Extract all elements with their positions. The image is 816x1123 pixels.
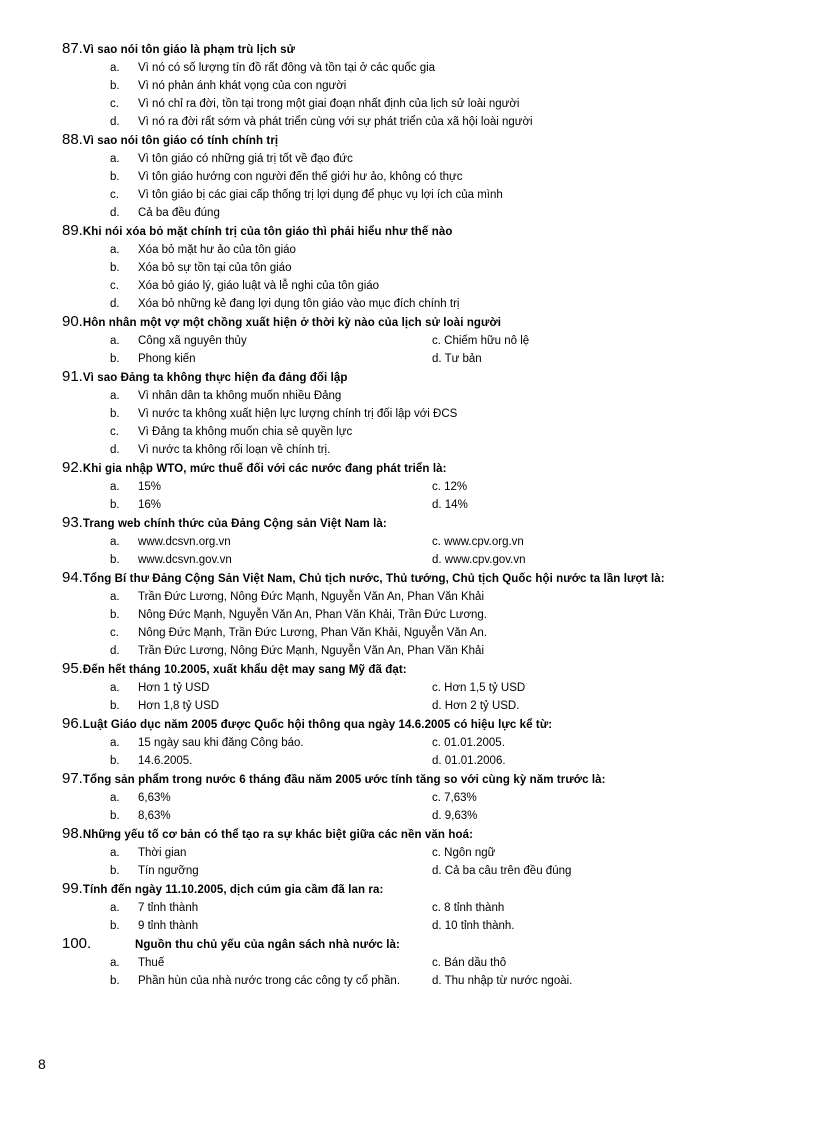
question-text: Vì sao nói tôn giáo là phạm trù lịch sử — [82, 44, 296, 56]
answer-option — [62, 59, 782, 77]
option-text: Cả ba đều đúng — [138, 207, 220, 219]
question-number: 100. — [62, 935, 92, 952]
answer-option — [62, 150, 782, 168]
answer-option — [62, 405, 782, 423]
option-letter: b. — [110, 700, 120, 712]
question-number: 98. — [62, 825, 83, 842]
answer-option — [62, 499, 432, 511]
answer-option: c. 8 tỉnh thành — [432, 902, 505, 914]
option-letter: c. — [110, 280, 119, 292]
question — [62, 660, 782, 715]
answer-option — [62, 387, 782, 405]
answer-option-row — [62, 350, 782, 368]
answer-option: d. Tư bản — [432, 353, 482, 365]
option-letter: b. — [110, 499, 120, 511]
answer-option — [62, 186, 782, 204]
question-number: 96. — [62, 715, 83, 732]
answer-option — [62, 441, 782, 459]
answer-option — [62, 737, 432, 749]
answer-option — [62, 536, 432, 548]
option-letter: b. — [110, 609, 120, 621]
question-header — [62, 825, 782, 844]
answer-option: c. 12% — [432, 481, 468, 493]
answer-option — [62, 554, 432, 566]
option-text: Hơn 1 tỷ USD — [138, 682, 210, 694]
answer-option — [62, 259, 782, 277]
answer-option — [62, 353, 432, 365]
answer-option: c. Chiếm hữu nô lệ — [432, 335, 530, 347]
answer-option-row — [62, 862, 782, 880]
option-text: Xóa bỏ mặt hư ảo của tôn giáo — [138, 244, 296, 256]
question — [62, 40, 782, 131]
question-header — [62, 40, 782, 59]
answer-option — [62, 700, 432, 712]
option-letter: a. — [110, 847, 120, 859]
option-text: 14.6.2005. — [138, 755, 193, 767]
option-text: Xóa bỏ những kẻ đang lợi dụng tôn giáo vào mục đích chính trị — [138, 298, 460, 310]
option-text: Trần Đức Lương, Nông Đức Mạnh, Nguyễn Văn An, Phan Văn Khải — [138, 591, 485, 603]
answer-option: d. Cả ba câu trên đều đúng — [432, 865, 572, 877]
answer-option: d. 01.01.2006. — [432, 755, 506, 767]
answer-option-row — [62, 496, 782, 514]
question-text: Đến hết tháng 10.2005, xuất khẩu dệt may sang Mỹ đã đạt: — [82, 664, 407, 676]
option-letter: a. — [110, 244, 120, 256]
answer-option — [62, 295, 782, 313]
question-header — [62, 459, 782, 478]
option-letter: a. — [110, 591, 120, 603]
question-header — [62, 569, 782, 588]
option-letter: b. — [110, 262, 120, 274]
question-number: 89. — [62, 222, 83, 239]
option-letter: a. — [110, 957, 120, 969]
answer-option-row — [62, 533, 782, 551]
answer-option-row — [62, 972, 782, 990]
option-letter: c. — [110, 426, 119, 438]
answer-options — [62, 241, 782, 313]
answer-option-row — [62, 844, 782, 862]
option-letter: a. — [110, 62, 120, 74]
question-text: Tổng sản phẩm trong nước 6 tháng đầu năm 2005 ước tính tăng so với cùng kỳ năm trước là: — [82, 774, 606, 786]
option-letter: a. — [110, 481, 120, 493]
question-text: Tổng Bí thư Đảng Cộng Sản Việt Nam, Chủ tịch nước, Thủ tướng, Chủ tịch Quốc hội nước ta lần lượt là: — [82, 573, 665, 585]
option-text: Phần hùn của nhà nước trong các công ty cổ phần. — [138, 975, 401, 987]
answer-options — [62, 734, 782, 770]
option-text: Công xã nguyên thủy — [138, 335, 247, 347]
answer-option — [62, 810, 432, 822]
answer-option — [62, 168, 782, 186]
question-number: 93. — [62, 514, 83, 531]
answer-options — [62, 588, 782, 660]
answer-options — [62, 679, 782, 715]
answer-option: d. 10 tỉnh thành. — [432, 920, 515, 932]
option-letter: a. — [110, 792, 120, 804]
answer-option-row — [62, 332, 782, 350]
option-text: Hơn 1,8 tỷ USD — [138, 700, 220, 712]
question-text: Khi nói xóa bỏ mặt chính trị của tôn giáo thì phải hiểu như thế nào — [82, 226, 453, 238]
answer-option-row — [62, 478, 782, 496]
option-text: Phong kiến — [138, 353, 196, 365]
answer-option-row — [62, 899, 782, 917]
answer-options — [62, 478, 782, 514]
question — [62, 368, 782, 459]
option-text: Vì nhân dân ta không muốn nhiều Đảng — [138, 390, 342, 402]
option-letter: b. — [110, 810, 120, 822]
question-header — [62, 131, 782, 150]
answer-options — [62, 844, 782, 880]
answer-option — [62, 624, 782, 642]
option-text: Vì tôn giáo bị các giai cấp thống trị lợi dụng để phục vụ lợi ích của mình — [138, 189, 503, 201]
option-text: 8,63% — [138, 810, 171, 822]
option-letter: b. — [110, 865, 120, 877]
answer-option — [62, 865, 432, 877]
answer-options — [62, 533, 782, 569]
answer-option — [62, 335, 432, 347]
option-letter: b. — [110, 171, 120, 183]
option-text: 9 tỉnh thành — [138, 920, 199, 932]
question — [62, 569, 782, 660]
answer-option: d. 14% — [432, 499, 468, 511]
question-number: 94. — [62, 569, 83, 586]
question-text: Tính đến ngày 11.10.2005, dịch cúm gia cầm đã lan ra: — [82, 884, 384, 896]
question-text: Luật Giáo dục năm 2005 được Quốc hội thông qua ngày 14.6.2005 có hiệu lực kể từ: — [82, 719, 553, 731]
answer-option-row — [62, 917, 782, 935]
answer-option — [62, 423, 782, 441]
option-text: Thời gian — [138, 847, 187, 859]
answer-option — [62, 755, 432, 767]
answer-option — [62, 481, 432, 493]
answer-option: d. Hơn 2 tỷ USD. — [432, 700, 520, 712]
option-text: Vì nó phản ánh khát vọng của con người — [138, 80, 347, 92]
question-header — [62, 514, 782, 533]
option-letter: b. — [110, 353, 120, 365]
question — [62, 514, 782, 569]
answer-option-row — [62, 697, 782, 715]
question-text: Vì sao nói tôn giáo có tính chính trị — [82, 135, 279, 147]
question — [62, 935, 782, 990]
answer-option — [62, 847, 432, 859]
answer-option: c. Ngôn ngữ — [432, 847, 496, 859]
question-text: Vì sao Đảng ta không thực hiện đa đảng đối lập — [82, 372, 348, 384]
answer-option-row — [62, 734, 782, 752]
question-header — [62, 770, 782, 789]
option-text: Trần Đức Lương, Nông Đức Mạnh, Nguyễn Văn An, Phan Văn Khải — [138, 645, 485, 657]
question — [62, 222, 782, 313]
answer-option: c. www.cpv.org.vn — [432, 536, 524, 548]
question-text: Khi gia nhập WTO, mức thuế đối với các nước đang phát triển là: — [82, 463, 447, 475]
answer-option: d. Thu nhập từ nước ngoài. — [432, 975, 573, 987]
answer-option-row — [62, 679, 782, 697]
option-text: 16% — [138, 499, 162, 511]
option-letter: a. — [110, 153, 120, 165]
question-text: Nguồn thu chủ yếu của ngân sách nhà nước là: — [135, 939, 400, 951]
option-text: Xóa bỏ sự tồn tại của tôn giáo — [138, 262, 292, 274]
option-letter: b. — [110, 80, 120, 92]
question-text: Những yếu tố cơ bản có thể tạo ra sự khác biệt giữa các nền văn hoá: — [82, 829, 474, 841]
option-text: www.dcsvn.org.vn — [138, 536, 231, 548]
answer-options — [62, 387, 782, 459]
answer-option — [62, 682, 432, 694]
option-text: 7 tỉnh thành — [138, 902, 199, 914]
option-text: Tín ngưỡng — [138, 865, 199, 877]
answer-option: d. 9,63% — [432, 810, 478, 822]
question-header — [62, 660, 782, 679]
question-list — [62, 40, 782, 990]
option-text: Thuế — [138, 957, 165, 969]
answer-option-row — [62, 752, 782, 770]
option-letter: b. — [110, 755, 120, 767]
answer-option — [62, 277, 782, 295]
question-text: Hôn nhân một vợ một chồng xuất hiện ở thời kỳ nào của lịch sử loài người — [82, 317, 502, 329]
question-header — [62, 935, 782, 954]
answer-option — [62, 113, 782, 131]
option-letter: a. — [110, 536, 120, 548]
answer-options — [62, 954, 782, 990]
question — [62, 770, 782, 825]
answer-option: c. 7,63% — [432, 792, 477, 804]
answer-option-row — [62, 807, 782, 825]
answer-option-row — [62, 551, 782, 569]
answer-options — [62, 899, 782, 935]
option-text: 15% — [138, 481, 162, 493]
option-text: Vì nước ta không xuất hiện lực lượng chính trị đối lập với ĐCS — [138, 408, 458, 420]
option-text: Vì nó có số lượng tín đồ rất đông và tồn tại ở các quốc gia — [138, 62, 436, 74]
question-header — [62, 222, 782, 241]
answer-option — [62, 975, 432, 987]
option-letter: a. — [110, 902, 120, 914]
option-text: Vì Đảng ta không muốn chia sẻ quyền lực — [138, 426, 353, 438]
option-letter: d. — [110, 207, 120, 219]
option-letter: c. — [110, 98, 119, 110]
question-number: 97. — [62, 770, 83, 787]
question-number: 92. — [62, 459, 83, 476]
answer-options — [62, 59, 782, 131]
question — [62, 131, 782, 222]
option-text: Vì nước ta không rối loạn về chính trị. — [138, 444, 331, 456]
option-letter: a. — [110, 335, 120, 347]
question-header — [62, 313, 782, 332]
question — [62, 313, 782, 368]
option-letter: d. — [110, 645, 120, 657]
answer-options — [62, 789, 782, 825]
option-letter: d. — [110, 116, 120, 128]
answer-option — [62, 77, 782, 95]
question-number: 87. — [62, 40, 83, 57]
option-text: Xóa bỏ giáo lý, giáo luật và lễ nghi của tôn giáo — [138, 280, 380, 292]
question-header — [62, 880, 782, 899]
option-letter: a. — [110, 682, 120, 694]
option-letter: d. — [110, 444, 120, 456]
option-text: Vì nó chỉ ra đời, tồn tại trong một giai đoạn nhất định của lịch sử loài người — [138, 98, 520, 110]
question — [62, 825, 782, 880]
option-text: www.dcsvn.gov.vn — [138, 554, 232, 566]
question — [62, 715, 782, 770]
answer-option: d. www.cpv.gov.vn — [432, 554, 526, 566]
option-text: Vì tôn giáo hướng con người đến thế giới hư ảo, không có thực — [138, 171, 463, 183]
question-number: 95. — [62, 660, 83, 677]
question — [62, 880, 782, 935]
answer-option — [62, 95, 782, 113]
question-text: Trang web chính thức của Đảng Cộng sản Việt Nam là: — [82, 518, 387, 530]
option-letter: a. — [110, 737, 120, 749]
question-number: 88. — [62, 131, 83, 148]
question — [62, 459, 782, 514]
answer-option: c. Hơn 1,5 tỷ USD — [432, 682, 526, 694]
answer-option — [62, 241, 782, 259]
answer-options — [62, 332, 782, 368]
question-number: 90. — [62, 313, 83, 330]
option-letter: c. — [110, 189, 119, 201]
option-letter: d. — [110, 298, 120, 310]
option-letter: b. — [110, 554, 120, 566]
option-letter: b. — [110, 920, 120, 932]
option-text: 6,63% — [138, 792, 171, 804]
answer-option — [62, 902, 432, 914]
answer-option — [62, 588, 782, 606]
question-number: 91. — [62, 368, 83, 385]
option-letter: c. — [110, 627, 119, 639]
question-header — [62, 715, 782, 734]
answer-option — [62, 204, 782, 222]
option-text: 15 ngày sau khi đăng Công báo. — [138, 737, 304, 749]
answer-option — [62, 957, 432, 969]
option-text: Nông Đức Mạnh, Nguyễn Văn An, Phan Văn Khải, Trần Đức Lương. — [138, 609, 487, 621]
answer-options — [62, 150, 782, 222]
question-number: 99. — [62, 880, 83, 897]
page-number: 8 — [38, 1056, 46, 1072]
question-header — [62, 368, 782, 387]
option-text: Vì nó ra đời rất sớm và phát triển cùng với sự phát triển của xã hội loài người — [138, 116, 533, 128]
answer-option — [62, 792, 432, 804]
answer-option: c. Bán dầu thô — [432, 957, 507, 969]
answer-option — [62, 606, 782, 624]
answer-option — [62, 642, 782, 660]
option-letter: a. — [110, 390, 120, 402]
option-text: Nông Đức Mạnh, Trần Đức Lương, Phan Văn Khải, Nguyễn Văn An. — [138, 627, 487, 639]
answer-option-row — [62, 789, 782, 807]
answer-option-row — [62, 954, 782, 972]
option-text: Vì tôn giáo có những giá trị tốt về đạo đức — [138, 153, 353, 165]
answer-option: c. 01.01.2005. — [432, 737, 505, 749]
option-letter: b. — [110, 975, 120, 987]
option-letter: b. — [110, 408, 120, 420]
answer-option — [62, 920, 432, 932]
